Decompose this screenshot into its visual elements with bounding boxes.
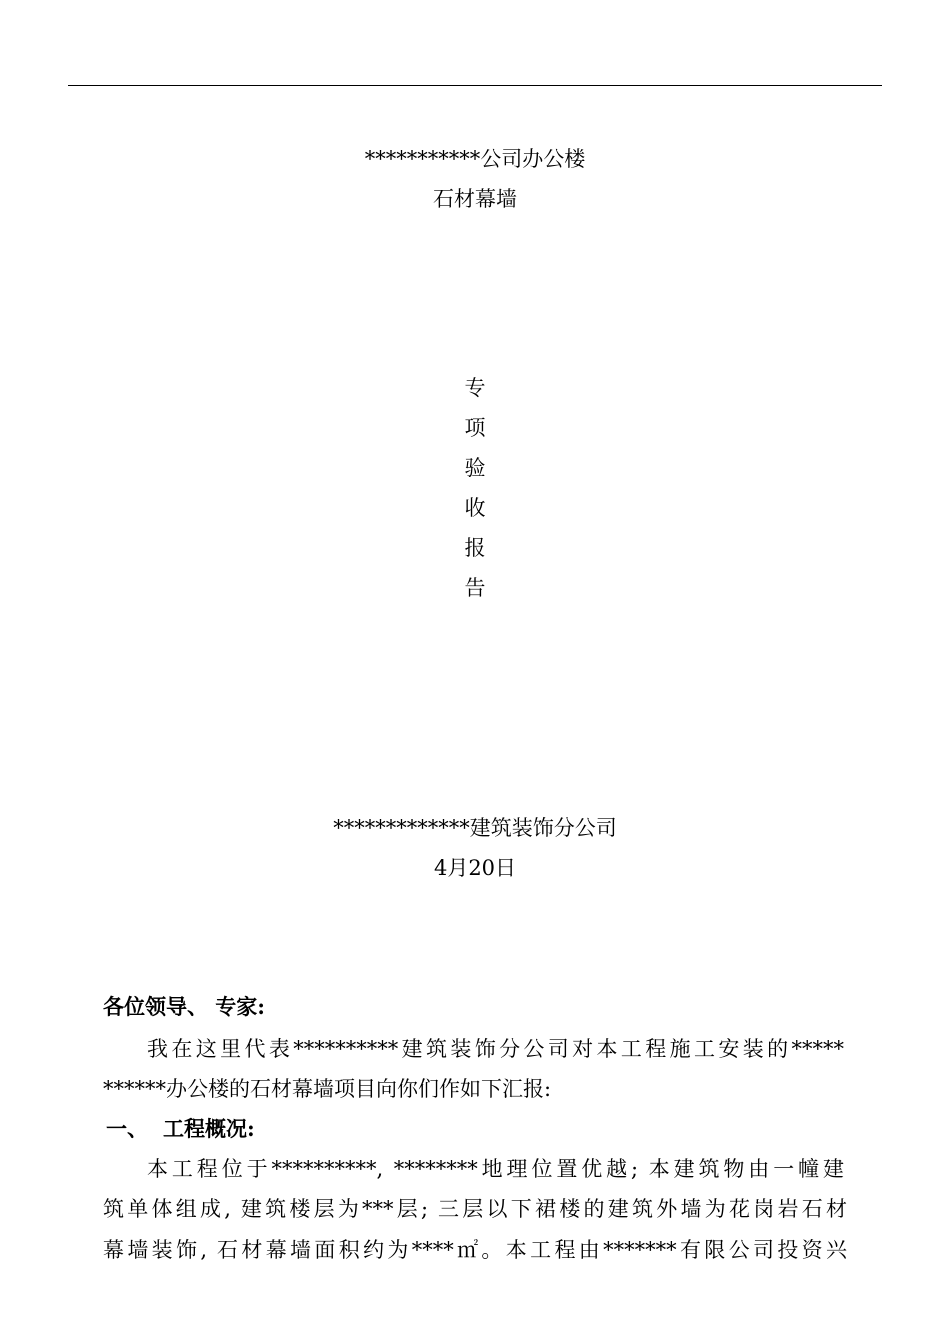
report-char: 收: [464, 496, 486, 520]
header-rule: [68, 85, 882, 86]
section-1-number: 一、: [106, 1116, 148, 1141]
title-line-2: 石材幕墙: [433, 187, 517, 211]
report-char: 报: [464, 536, 486, 560]
report-char: 专: [464, 376, 486, 400]
intro-line-2: ******办公楼的石材幕墙项目向你们作如下汇报:: [103, 1077, 552, 1101]
report-date: 4月20日: [433, 856, 517, 880]
report-char: 验: [464, 456, 486, 480]
intro-line-1: 我在这里代表**********建筑装饰分公司对本工程施工安装的*****: [147, 1037, 844, 1061]
section-1-title: 工程概况:: [163, 1116, 255, 1141]
paragraph-1-line-3: 幕墙装饰, 石材幕墙面积约为****㎡。本工程由*******有限公司投资兴: [103, 1238, 847, 1262]
report-char: 告: [464, 576, 486, 600]
company-name: *************建筑装饰分公司: [333, 816, 617, 840]
report-char: 项: [464, 416, 486, 440]
paragraph-1-line-1: 本工程位于**********, ********地理位置优越; 本建筑物由一幢建: [147, 1157, 844, 1181]
title-line-1: ***********公司办公楼: [364, 147, 586, 171]
salutation: 各位领导、 专家:: [103, 994, 266, 1019]
paragraph-1-line-2: 筑单体组成, 建筑楼层为***层; 三层以下裙楼的建筑外墙为花岗岩石材: [103, 1197, 847, 1221]
